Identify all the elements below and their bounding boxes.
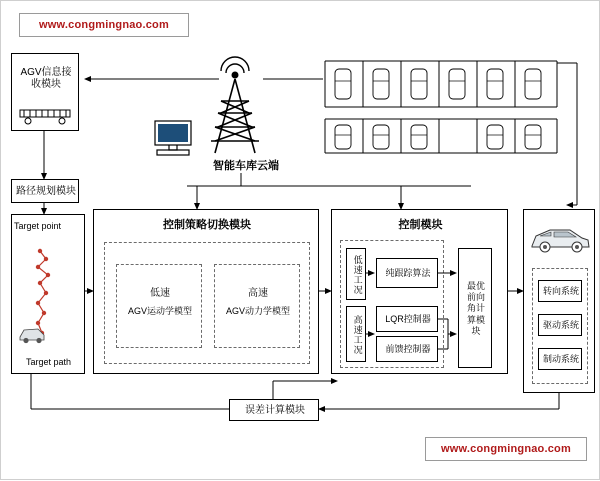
control-module[interactable]	[331, 209, 508, 374]
cloud-label: 智能车库云端	[213, 160, 279, 173]
low-speed-model-line2: AGV运动学模型	[127, 306, 192, 317]
low-speed-model-line1: 低速	[150, 287, 170, 299]
brake-system-label: 制动系统	[542, 354, 579, 365]
control-module-internal-connectors	[332, 210, 509, 375]
computer-icon	[151, 119, 199, 161]
control-module-title: 控制模块	[398, 219, 443, 232]
target-path-label: Target path	[26, 357, 72, 368]
path-planning-module[interactable]	[11, 179, 79, 203]
high-condition-label: 高速工况	[352, 315, 363, 355]
drive-system-label: 驱动系统	[542, 320, 579, 331]
agv-receiver-module[interactable]	[11, 53, 79, 131]
drive-system-box[interactable]	[538, 314, 582, 336]
error-calculation-label: 误差计算模块	[245, 404, 305, 416]
agv-cart-icon	[12, 104, 80, 128]
low-condition-label: 低速工况	[352, 255, 363, 295]
error-calculation-module[interactable]	[229, 399, 319, 421]
path-chart	[11, 214, 85, 374]
watermark-bottom: www.congmingnao.com	[425, 437, 587, 461]
brake-system-box[interactable]	[538, 348, 582, 370]
path-chart-graphic	[12, 215, 86, 375]
agv-receiver-label: AGV信息接收模块	[20, 66, 72, 90]
high-speed-model-line2: AGV动力学模型	[225, 306, 290, 317]
steering-system-box[interactable]	[538, 280, 582, 302]
steering-angle-calc-label: 最优前向角计算模块	[466, 280, 485, 336]
high-speed-model-box[interactable]	[214, 264, 300, 348]
lqr-controller-label: LQR控制器	[385, 314, 431, 325]
vehicle-module[interactable]	[523, 209, 595, 393]
steering-system-label: 转向系统	[542, 286, 579, 297]
parking-lot-diagram	[321, 49, 561, 159]
watermark-top: www.congmingnao.com	[19, 13, 189, 37]
high-speed-model-line1: 高速	[248, 287, 268, 299]
feedforward-controller-label: 前馈控制器	[385, 344, 431, 355]
pure-pursuit-label: 纯跟踪算法	[385, 268, 431, 279]
strategy-switch-title: 控制策略切换模块	[163, 219, 251, 232]
low-speed-model-box[interactable]	[116, 264, 202, 348]
path-planning-label: 路径规划模块	[16, 185, 76, 197]
target-point-label: Target point	[14, 221, 62, 232]
strategy-switch-module[interactable]	[93, 209, 319, 374]
car-icon	[524, 216, 596, 260]
